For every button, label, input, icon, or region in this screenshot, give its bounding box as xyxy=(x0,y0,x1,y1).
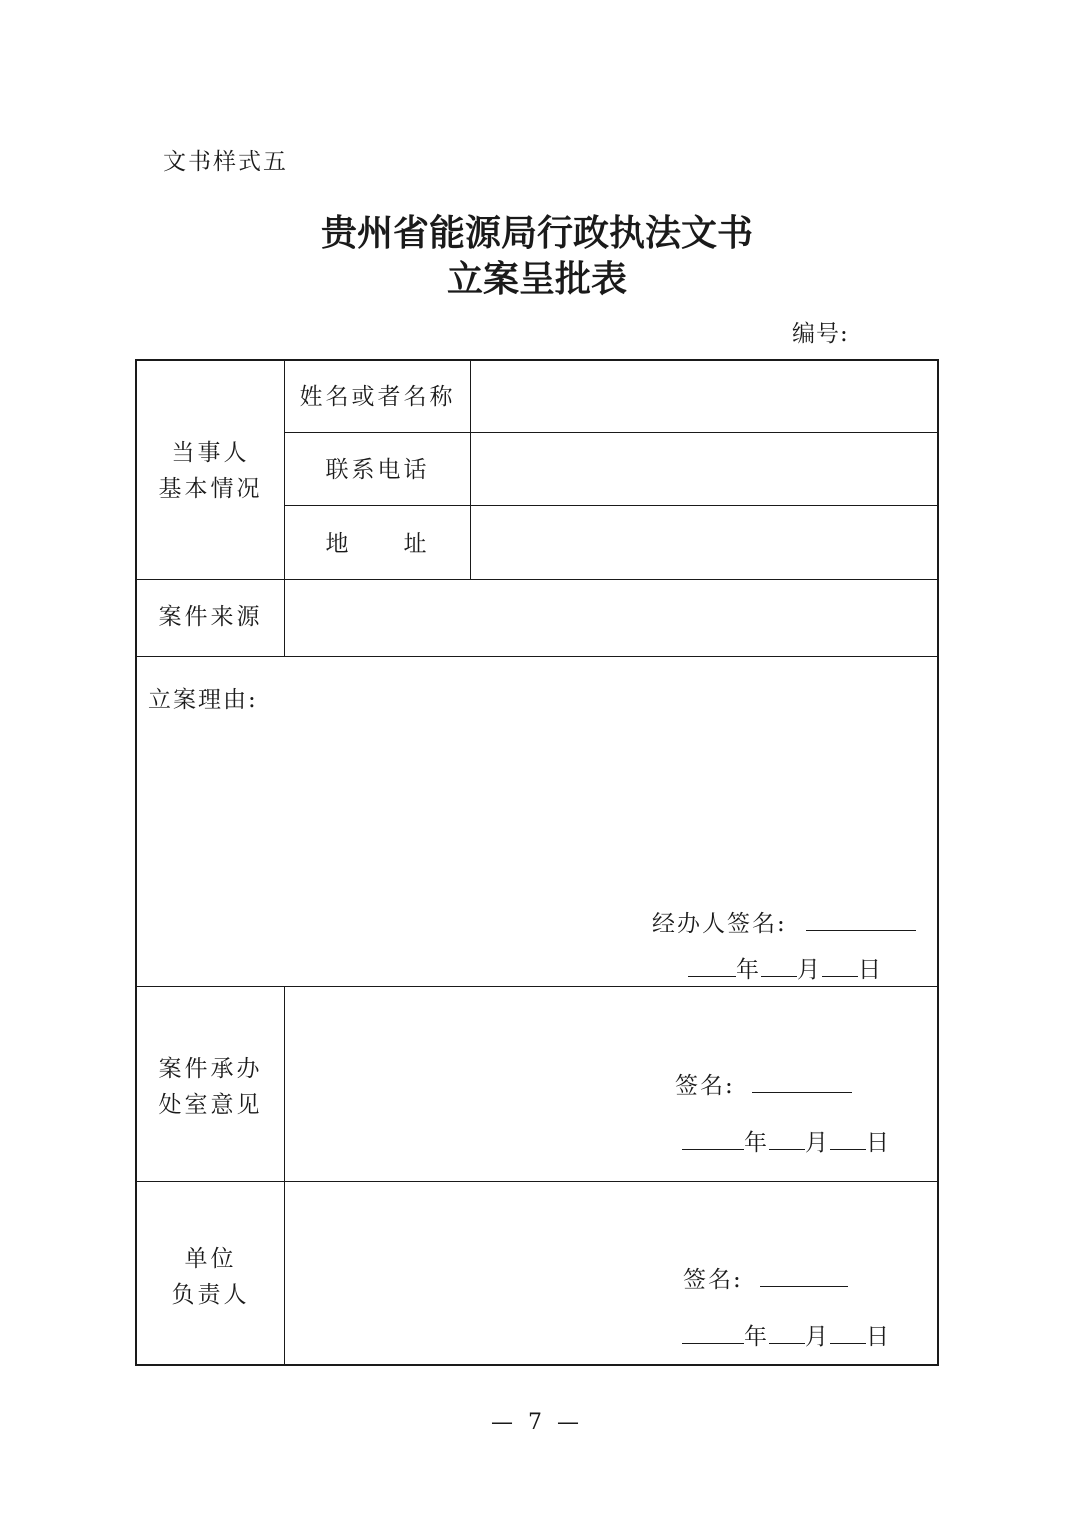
doc-style-label: 文书样式五 xyxy=(163,149,288,175)
unit-head-label-line2: 负责人 xyxy=(171,1282,250,1308)
unit-head-day-blank[interactable] xyxy=(830,1323,866,1344)
party-label-line2: 基本情况 xyxy=(158,476,263,502)
rule-col1-bottom xyxy=(284,986,285,1366)
office-signature-label: 签名: xyxy=(675,1073,735,1099)
rule-row2 xyxy=(284,505,939,506)
office-opinion-label-line1: 案件承办 xyxy=(158,1056,263,1082)
unit-head-signature-line[interactable] xyxy=(683,1261,848,1294)
party-label xyxy=(137,435,284,507)
office-year-label: 年 xyxy=(744,1130,769,1156)
name-label: 姓名或者名称 xyxy=(299,384,456,410)
handler-signature-line[interactable] xyxy=(652,905,916,938)
handler-month-blank[interactable] xyxy=(761,956,797,977)
handler-signature-label: 经办人签名: xyxy=(652,911,787,937)
unit-head-label xyxy=(137,1241,284,1313)
handler-day-label: 日 xyxy=(858,957,883,983)
case-reason-label: 立案理由: xyxy=(148,687,258,713)
office-day-blank[interactable] xyxy=(830,1129,866,1150)
office-signature-line[interactable] xyxy=(675,1067,852,1100)
address-label: 地 址 xyxy=(325,531,430,557)
approval-form-table xyxy=(135,359,939,1366)
office-opinion-label-line2: 处室意见 xyxy=(158,1092,263,1118)
phone-field[interactable] xyxy=(487,456,927,486)
unit-head-month-blank[interactable] xyxy=(769,1323,805,1344)
unit-head-label-line1: 单位 xyxy=(184,1246,237,1272)
rule-row1 xyxy=(284,432,939,433)
unit-head-date-line[interactable] xyxy=(682,1318,891,1351)
handler-day-blank[interactable] xyxy=(822,956,858,977)
office-year-blank[interactable] xyxy=(682,1129,744,1150)
handler-year-blank[interactable] xyxy=(688,956,736,977)
phone-label: 联系电话 xyxy=(325,457,430,483)
page-number: — 7 — xyxy=(491,1410,583,1435)
rule-col2-top xyxy=(470,361,471,579)
rule-row4 xyxy=(137,656,939,657)
office-date-line[interactable] xyxy=(682,1124,891,1157)
case-source-label: 案件来源 xyxy=(158,604,263,630)
rule-row5 xyxy=(137,986,939,987)
rule-row6 xyxy=(137,1181,939,1182)
unit-head-month-label: 月 xyxy=(805,1324,830,1350)
document-number-label: 编号: xyxy=(792,321,849,347)
rule-row3 xyxy=(137,579,939,580)
case-source-field[interactable] xyxy=(302,603,922,633)
handler-month-label: 月 xyxy=(797,957,822,983)
party-label-line1: 当事人 xyxy=(171,440,250,466)
handler-signature-blank[interactable] xyxy=(806,910,916,931)
unit-head-signature-label: 签名: xyxy=(683,1267,743,1293)
office-month-blank[interactable] xyxy=(769,1129,805,1150)
form-title: 立案呈批表 xyxy=(446,259,627,300)
unit-head-day-label: 日 xyxy=(866,1324,891,1350)
handler-year-label: 年 xyxy=(736,957,761,983)
name-field[interactable] xyxy=(487,383,927,413)
unit-head-year-blank[interactable] xyxy=(682,1323,744,1344)
office-signature-blank[interactable] xyxy=(752,1072,852,1093)
address-field[interactable] xyxy=(487,530,927,560)
document-title: 贵州省能源局行政执法文书 xyxy=(320,213,753,254)
office-opinion-label xyxy=(137,1051,284,1123)
handler-date-line[interactable] xyxy=(688,951,883,984)
office-day-label: 日 xyxy=(866,1130,891,1156)
unit-head-signature-blank[interactable] xyxy=(760,1266,848,1287)
office-month-label: 月 xyxy=(805,1130,830,1156)
unit-head-year-label: 年 xyxy=(744,1324,769,1350)
